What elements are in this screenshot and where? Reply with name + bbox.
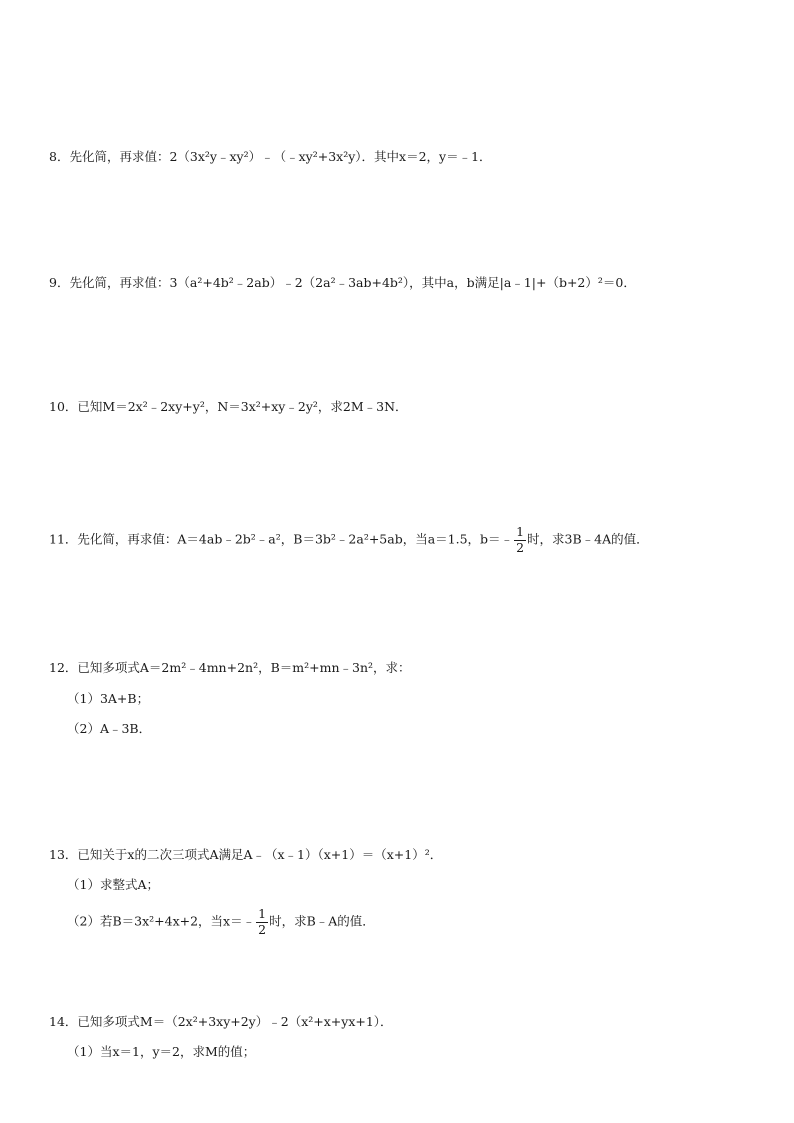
problem-10 — [49, 397, 408, 417]
fraction-denominator: 2 — [516, 539, 525, 555]
fraction-numerator: 1 — [516, 524, 525, 539]
problem-13-part-2 — [67, 908, 375, 936]
fraction-numerator: 1 — [258, 906, 267, 921]
problem-12 — [49, 658, 411, 678]
problem-8-text: 8．先化简，再求值：2（3x²y﹣xy²）﹣（﹣xy²+3x²y）．其中x＝2，y＝﹣1． — [49, 149, 492, 164]
problem-11-text-a: 11．先化简，再求值：A＝4ab﹣2b²﹣a²，B＝3b²﹣2a²+5ab，当a＝1.5，b＝ — [49, 531, 501, 547]
problem-12-text: 12．已知多项式A＝2m²﹣4mn+2n²，B＝m²+mn﹣3n²，求： — [49, 660, 411, 675]
fraction-denominator: 2 — [258, 921, 267, 937]
problem-10-text: 10．已知M＝2x²﹣2xy+y²，N＝3x²+xy﹣2y²，求2M﹣3N． — [49, 399, 408, 414]
problem-14 — [49, 1012, 393, 1032]
problem-13-part-1-text: （1）求整式A； — [67, 877, 159, 892]
problem-12-part-2-text: （2）A﹣3B． — [67, 721, 152, 736]
problem-9-text: 9．先化简，再求值：3（a²+4b²﹣2ab）﹣2（2a²﹣3ab+4b²），其中a，b满足|a﹣1|+（b+2）²＝0． — [49, 275, 636, 290]
problem-11 — [49, 526, 649, 554]
problem-12-part-1 — [67, 689, 149, 709]
problem-13-part-2-text-b: 时，求B﹣A的值． — [269, 913, 375, 929]
problem-13-part-1 — [67, 875, 159, 895]
fraction-one-half — [514, 526, 526, 554]
problem-8 — [49, 147, 492, 167]
problem-9 — [49, 273, 636, 293]
problem-13 — [49, 845, 442, 865]
problem-11-minus: ﹣ — [500, 531, 514, 547]
problem-14-text: 14．已知多项式M＝（2x²+3xy+2y）﹣2（x²+x+yx+1）． — [49, 1014, 393, 1029]
problem-11-text-b: 时，求3B﹣4A的值． — [527, 531, 649, 547]
fraction-one-half — [256, 908, 268, 936]
problem-14-part-1-text: （1）当x＝1，y＝2，求M的值； — [67, 1044, 256, 1059]
problem-12-part-2 — [67, 719, 151, 739]
problem-13-part-2-text-a: （2）若B＝3x²+4x+2，当x＝﹣ — [67, 913, 256, 929]
problem-14-part-1 — [67, 1042, 255, 1062]
problem-12-part-1-text: （1）3A+B； — [67, 691, 150, 706]
problem-13-text: 13．已知关于x的二次三项式A满足A﹣（x﹣1）（x+1）＝（x+1）²． — [49, 847, 443, 862]
